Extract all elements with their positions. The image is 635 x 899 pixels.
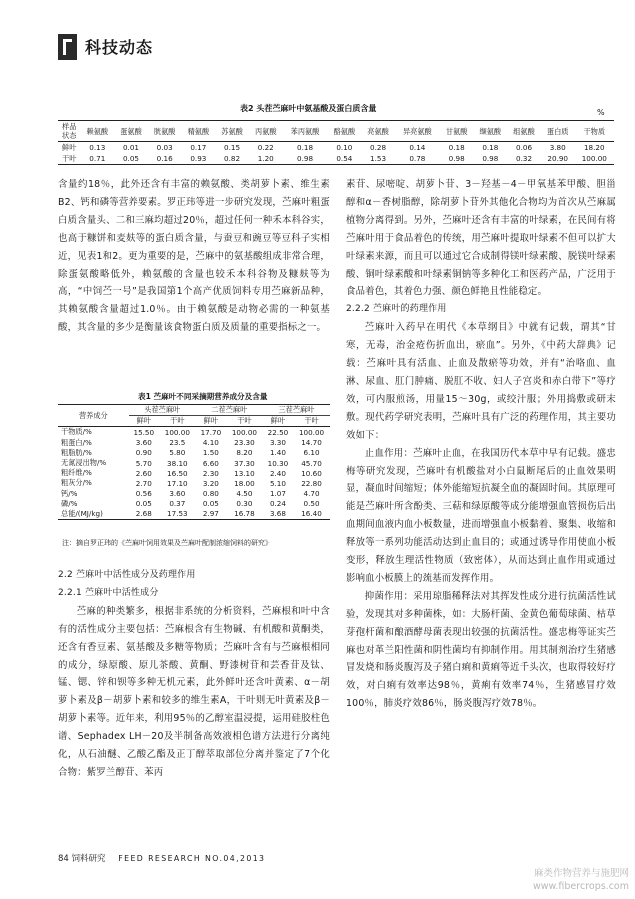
- table1-row-label: 钙/%: [61, 488, 78, 498]
- table1-corner-label: 营养成分: [78, 410, 108, 420]
- table2-unit: %: [597, 108, 605, 117]
- table1-cell: 0.05: [135, 499, 152, 509]
- table2-cell: 0.14: [409, 143, 426, 152]
- table1-row: [58, 489, 330, 499]
- table1-cell: 16.78: [234, 509, 255, 519]
- table1-cell: 0.56: [135, 489, 152, 499]
- table1-cell: 16.40: [301, 509, 322, 519]
- table1-cell: 16.50: [167, 468, 188, 478]
- table2-cell: 0.78: [409, 154, 426, 163]
- table1-row-label: 干物质/%: [61, 427, 92, 437]
- table1-cell: 100.00: [164, 427, 190, 437]
- table2-cell: 0.98: [448, 154, 465, 163]
- table1-row: [58, 458, 330, 468]
- paragraph-active-ingredients: 苎麻的种类繁多，根据非系统的分析资料，苎麻根和叶中含有的活性成分主要包括：苎麻根含有生物碱、有机酸和黄酮类，还含有香豆素、氨基酸及多糖等物质；苎麻叶含有与苎麻根相同的成分，绿原酸、原儿茶酸、黄酮、野漆树苷和芸香苷及钛、锰、锶、锌和钡等多种无机元素，此外鲜叶还含叶黄素、α－胡萝卜素及β－胡萝卜素和较多的维生素A，干叶则无叶黄素及β－胡萝卜素等。近年来，利用95％的乙醇室温浸提，运用硅胶柱色谱、Sephadex LH－20及半制备高效液相色谱方法进行分离纯化，从石油醚、乙酸乙酯及正丁醇萃取部位分离并鉴定了7个化合物：紫罗兰醇苷、苯丙: [58, 605, 330, 778]
- table2-cell: 18.20: [583, 143, 605, 152]
- table2-cell: 0.17: [190, 143, 207, 152]
- table1-group-header: 二茬苎麻叶: [196, 405, 263, 416]
- table1-cell: 1.50: [202, 448, 219, 458]
- table1-row-label: 粗蛋白/%: [61, 437, 92, 447]
- table1-cell: 3.60: [169, 489, 186, 499]
- table1-cell: 17.10: [167, 478, 188, 488]
- left-column-top: [58, 176, 330, 337]
- table2-cell: 0.16: [156, 154, 173, 163]
- table1-row-label: 粗灰分/%: [61, 478, 92, 488]
- table1-caption: 表1 苎麻叶不同采摘期营养成分及含量: [138, 392, 268, 401]
- table1-cell: 17.53: [167, 509, 188, 519]
- table1-cell: 3.68: [269, 509, 286, 519]
- table2-column-header: 蛋氨酸: [120, 126, 142, 136]
- table1-cell: 3.20: [202, 478, 219, 488]
- table1-row: [58, 509, 330, 520]
- paragraph-protein-content: 含量约18％，此外还含有丰富的赖氨酸、类胡萝卜素、维生素B2、钙和磷等营养要素。罗正玮等进一步研究发现，苎麻叶粗蛋白质含量头、二和三麻均超过20％，超过任何一种禾本科谷实，也高于糠饼和麦麸等的蛋白质含量，与蚕豆和豌豆等豆科子实相近，见表1和2。更为重要的是，苎麻中的氨基酸组成非常合理，除蛋氨酸略低外，赖氨酸的含量也较禾本科谷物及糠麸等为高，“中饲苎一号”是我国第1个高产优质饲料专用苎麻新品种，其赖氨酸含量超过1.0％。由于赖氨酸是动物必需的一种氨基酸，其含量的多少是衡量该食物蛋白质及质量的重要指标之一。: [58, 179, 330, 334]
- table1-row-label: 粗纤维/%: [61, 468, 92, 478]
- table1-cell: 3.30: [269, 438, 286, 448]
- table2-cell: 0.93: [190, 154, 207, 163]
- table1-row-label: 磷/%: [61, 498, 78, 508]
- table2-row-label: 鲜叶: [62, 142, 77, 152]
- table1-cell: 37.30: [234, 458, 255, 468]
- table2-cell: 0.03: [156, 143, 173, 152]
- table1-subcolumn-header: 鲜叶: [136, 416, 151, 426]
- table1-cell: 2.97: [202, 509, 219, 519]
- table1-row-label: 无氮浸出物/%: [61, 458, 107, 468]
- table1-cell: 4.50: [236, 489, 253, 499]
- table2-column-header: 酪氨酸: [333, 126, 356, 136]
- table1-cell: 6.60: [202, 458, 219, 468]
- table2-column-header: 赖氨酸: [86, 126, 109, 136]
- paragraph-continuation: 素苷、尿嘧啶、胡萝卜苷、3－羟基－4－甲氧基苯甲酸、胆甾醇和α－香树脂醇，除胡萝卜苷外其他化合物均为首次从苎麻属植物分离得到。另外，苎麻叶还含有丰富的叶绿素，在民间有将苎麻叶用于食品着色的传统，用苎麻叶提取叶绿素不但可以扩大叶绿素来源，而且可以通过它合成制得镁叶绿素酸、脱镁叶绿素酸、铜叶绿素酸和叶绿素铜钠等多种化工和医药产品，广泛用于食品着色，其着色力强、颜色鲜艳且性能稳定。: [346, 179, 616, 298]
- table1-cell: 18.00: [234, 478, 255, 488]
- table2-cell: 0.98: [482, 154, 499, 163]
- journal-name-en: FEED RESEARCH NO.04,2013: [118, 854, 266, 863]
- table2-cell: 0.22: [257, 143, 274, 152]
- table1-cell: 15.50: [133, 427, 155, 437]
- table2-cell: 0.32: [516, 154, 533, 163]
- table1-cell: 1.40: [269, 448, 286, 458]
- table2: [58, 120, 614, 165]
- table1-subcolumn-header: 鲜叶: [203, 416, 219, 426]
- table1-cell: 8.20: [236, 448, 253, 458]
- table1-cell: 2.60: [135, 468, 152, 478]
- table2-column-header: 甘氨酸: [445, 126, 468, 136]
- table2-column-header: 精氨酸: [187, 126, 210, 136]
- table2-row: [58, 153, 614, 165]
- watermark-line2: www.fibercrops.com: [532, 881, 629, 892]
- table1-cell: 0.80: [202, 489, 219, 499]
- page-footer: [58, 852, 618, 864]
- table1-group-header: 头茬苎麻叶: [129, 405, 196, 416]
- table2-cell: 0.98: [297, 154, 314, 163]
- table1-cell: 38.10: [167, 458, 188, 468]
- table2-cell: 0.10: [336, 143, 353, 152]
- table1-cell: 5.70: [135, 458, 152, 468]
- table1-cell: 100.00: [298, 427, 325, 437]
- table2-column-header: 蛋白质: [546, 126, 569, 136]
- table2-cell: 0.82: [224, 154, 241, 163]
- table2-column-header: 胱氨酸: [153, 126, 176, 136]
- table2-caption: 表2 头茬苎麻叶中氨基酸及蛋白质含量: [240, 104, 377, 113]
- paragraph-antibacterial: 抑菌作用：采用琼脂稀释法对其挥发性成分进行抗菌活性试验，发现其对多种菌株，如：大肠杆菌、金黄色葡萄球菌、枯草芽孢杆菌和酿酒酵母菌表现出较强的抗菌活性。盛忠梅等证实苎麻也对革兰阳性菌和阴性菌均有抑制作用。用其制剂治疗生猪感冒发烧和肠炎腹泻及子猪白痢和黄痢等近千头次，也取得较好疗效，对白痢有效率达98％，黄痢有效率74％，生猪感冒疗效100％，肺炎疗效86％，肠炎腹泻疗效78％。: [346, 590, 616, 710]
- table1-cell: 0.37: [169, 499, 186, 509]
- watermark-line1: 麻类作物营养与施肥网: [533, 868, 629, 879]
- table2-cell: 0.28: [370, 143, 387, 152]
- table1-row: [58, 468, 330, 478]
- table2-cell: 0.54: [336, 154, 353, 163]
- table2-cell: 100.00: [581, 154, 607, 163]
- table1-row: [58, 427, 330, 438]
- table2-cell: 20.90: [547, 154, 568, 163]
- table1-cell: 14.70: [301, 438, 322, 448]
- section-title: 科技动态: [85, 38, 154, 57]
- table1-cell: 3.60: [135, 438, 152, 448]
- table1-row-label: 总能/(MJ/kg): [61, 508, 103, 518]
- table2-cell: 0.01: [122, 143, 139, 152]
- table2-cell: 0.18: [482, 143, 499, 152]
- table1-cell: 100.00: [231, 427, 257, 437]
- table2-cell: 0.05: [122, 154, 139, 163]
- table2-cell: 0.18: [297, 143, 314, 152]
- table1-cell: 10.60: [301, 468, 322, 478]
- table1-cell: 2.68: [135, 509, 152, 519]
- table1-subcolumn-header: 干叶: [304, 416, 319, 426]
- right-column: [346, 176, 616, 713]
- watermark: [533, 867, 629, 893]
- page-header: [58, 34, 618, 64]
- section-heading: 2.2 苎麻叶中活性成分及药理作用: [58, 570, 196, 580]
- table1-cell: 5.80: [169, 448, 186, 458]
- table1-cell: 22.80: [301, 478, 322, 488]
- journal-name-cn: 饲料研究: [71, 854, 106, 864]
- table1-cell: 0.50: [303, 499, 320, 509]
- table1-cell: 1.07: [269, 489, 286, 499]
- table2-row-label: 干叶: [62, 153, 77, 163]
- table1-cell: 0.24: [269, 499, 286, 509]
- table1-cell: 0.90: [135, 448, 152, 458]
- table2-cell: 0.18: [448, 143, 465, 152]
- table2-row: [58, 142, 614, 154]
- table2-column-header: 苏氨酸: [221, 126, 243, 136]
- table1-cell: 0.30: [236, 499, 253, 509]
- table2-column-header: 丙氨酸: [254, 126, 277, 136]
- table2-cell: 0.15: [224, 143, 241, 152]
- table2-column-header: 干物质: [583, 126, 606, 136]
- table2-cell: 1.53: [370, 154, 387, 163]
- section-logo-icon: [58, 34, 77, 60]
- table2-cell: 0.06: [516, 143, 533, 152]
- table1-cell: 45.70: [301, 458, 322, 468]
- table1-row: [58, 438, 330, 448]
- table1-cell: 23.30: [234, 438, 255, 448]
- table2-column-header: 缬氨酸: [479, 126, 502, 136]
- table2-cell: 0.71: [89, 154, 106, 163]
- table1-cell: 0.05: [202, 499, 219, 509]
- table1-cell: 17.70: [200, 427, 222, 437]
- table2-column-header: 异亮氨酸: [402, 126, 432, 136]
- table2-column-header: 组氨酸: [513, 126, 535, 136]
- table2-cell: 3.80: [549, 143, 566, 152]
- table1-cell: 23.5: [169, 438, 186, 448]
- subsection-heading-pharmacology: 2.2.2 苎麻叶的药理作用: [346, 304, 447, 315]
- table1-row: [58, 448, 330, 458]
- table2-column-header: 亮氨酸: [367, 126, 389, 136]
- table1-subcolumn-header: 干叶: [237, 416, 252, 426]
- table2-column-header: 苯丙氨酸: [290, 126, 320, 136]
- table1-cell: 22.50: [267, 427, 289, 437]
- table1-note: 注：摘自罗正玮的《苎麻叶饲用效果及苎麻叶配制浓缩饲料的研究》: [62, 539, 272, 547]
- table1-cell: 6.10: [303, 448, 320, 458]
- page-number: 84: [58, 854, 69, 864]
- left-column-bottom: [58, 567, 330, 782]
- table1-cell: 4.10: [202, 438, 219, 448]
- table1-row-label: 粗脂肪/%: [61, 447, 92, 457]
- table1-row: [58, 478, 330, 488]
- table1-cell: 5.10: [269, 478, 286, 488]
- table1-group-header: 三茬苎麻叶: [263, 405, 330, 416]
- subsection-heading: 2.2.1 苎麻叶中活性成分: [58, 587, 159, 598]
- paragraph-pharmacology-intro: 苎麻叶入药早在明代《本草纲目》中就有记载，谓其“甘寒，无毒，治金疮伤折血出，瘀血”。另外，《中药大辞典》记载：苎麻叶具有活血、止血及散瘀等功效，并有“治咯血、血淋、尿血、肛门肿痛、脱肛不收、妇人子宫炎和赤白带下”等疗效，可内服煎汤，用量15～30g，或绞汁服；外用捣敷或研末敷。现代药学研究表明，苎麻叶具有广泛的药理作用，其主要功效如下：: [346, 322, 616, 441]
- table1: [58, 404, 330, 520]
- table1-subcolumn-header: 干叶: [170, 416, 185, 426]
- table1-cell: 4.70: [303, 489, 320, 499]
- table1-subcolumn-header: 鲜叶: [270, 416, 286, 426]
- table1-cell: 2.40: [269, 468, 286, 478]
- table2-cell: 0.13: [89, 143, 106, 152]
- table1-row: [58, 499, 330, 509]
- table1-cell: 10.30: [267, 458, 289, 468]
- table2-cell: 1.20: [257, 154, 274, 163]
- table2-row-header: 样品 状态: [62, 122, 77, 140]
- table1-cell: 13.10: [234, 468, 255, 478]
- table1-cell: 2.30: [202, 468, 219, 478]
- paragraph-hemostasis: 止血作用：苎麻叶止血，在我国历代本草中早有记载。盛忠梅等研究发现，苎麻叶有机酸盐对小白鼠断尾后的止血效果明显，凝血时间缩短；体外能缩短抗凝全血的凝固时间。其原理可能是苎麻叶所含酚类、三萜和绿原酸等成分能增强血管损伤后出血期间血液内血小板数量，进而增强血小板黏着、聚集、收缩和释放等一系列功能活动达到止血目的；或通过诱导作用使血小板变形，释放生理活性物质（致密体），从而达到止血作用或通过影响血小板膜上的巯基而发挥作用。: [346, 447, 616, 584]
- table1-cell: 2.70: [135, 478, 152, 488]
